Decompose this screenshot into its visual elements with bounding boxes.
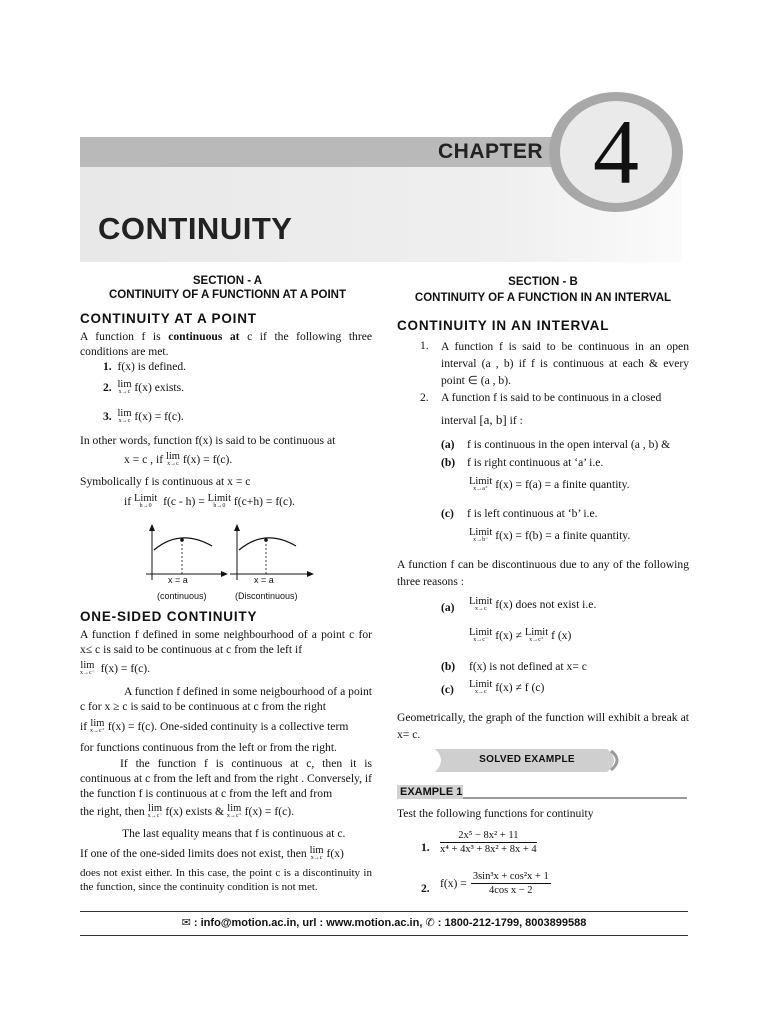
example-2-expression: f(x) = $\frac{\text{3sin³x + cos²x + 1}}{\text{4cos x − 2}}$ bbox=[440, 871, 549, 896]
point-1-number: 1. bbox=[420, 339, 429, 352]
section-b-label: SECTION - B bbox=[508, 276, 578, 288]
heading-continuity-at-point: CONTINUITY AT A POINT bbox=[80, 311, 257, 326]
example-rule bbox=[463, 797, 687, 799]
reason-c-label: (c) bbox=[441, 683, 454, 696]
example-1-denominator: x⁴ + 4x³ + 8x² + 8x + 4 bbox=[440, 844, 537, 855]
cond-b-equation: Limit x→a⁺ f(x) = f(a) = a finite quantity. bbox=[469, 476, 630, 493]
section-a-label: SECTION - A bbox=[192, 275, 263, 287]
closed-interval-line: interval [a, b] if : bbox=[441, 412, 523, 427]
one-sided-right-paragraph: A function f defined in some neigbourhood of a point c for x ≥ c is said to be continuous at c from the right bbox=[80, 685, 372, 713]
graph2-caption: (Discontinuous) bbox=[235, 591, 298, 601]
symbolically-line: Symbolically f is continuous at x = c bbox=[80, 475, 251, 488]
example-2-numerator: 3sin³x + cos²x + 1 bbox=[472, 871, 549, 882]
graph2-x-label: x = a bbox=[254, 575, 274, 585]
converse-paragraph: If the function f is continuous at c, then it is continuous at c from the left and from the right . Conversely, if the function f is continuous at c from the left and from bbox=[80, 757, 372, 800]
footer-phone: : 1800-212-1799, 8003899588 bbox=[437, 917, 587, 929]
graph1-caption: (continuous) bbox=[157, 591, 207, 601]
right-limit-equation: if lim x→c⁺ f(x) = f(c). One-sided continuity is a collective term bbox=[80, 718, 349, 735]
other-words-equation: x = c , if lim x→c f(x) = f(c). bbox=[124, 451, 233, 468]
discontinuity-reasons-intro: A function f can be discontinuous due to any of the following three reasons : bbox=[397, 558, 689, 588]
condition-2: 2. lim x→c f(x) exists. bbox=[103, 379, 185, 396]
point-2-text: A function f is said to be continuous in a closed bbox=[441, 391, 662, 404]
condition-1: 1. f(x) is defined. bbox=[103, 360, 187, 373]
last-equality-line: The last equality means that f is continuous at c. bbox=[122, 827, 346, 840]
chapter-title: CONTINUITY bbox=[98, 211, 293, 246]
geometric-paragraph: Geometrically, the graph of the function will exhibit a break at x= c. bbox=[397, 711, 689, 741]
example-1-number: 1. bbox=[421, 841, 430, 854]
symbolic-equation: if Limit h→0 f(c - h) = Limit h→0 f(c+h) = f(c). bbox=[124, 493, 295, 510]
one-sided-left-paragraph: A function f defined in some neighbourhood of a point c for x≤ c is said to be continuous at c from the left if bbox=[80, 628, 372, 656]
cond-c-text: f is left continuous at ‘b’ i.e. bbox=[467, 507, 598, 520]
converse-equation: the right, then lim x→c⁻ f(x) exists & lim x→c⁺ f(x) = f(c). bbox=[80, 803, 294, 820]
section-a-title: CONTINUITY OF A FUNCTIONN AT A POINT bbox=[108, 289, 346, 301]
left-limit-equation: lim x→c⁻ f(x) = f(c). bbox=[80, 660, 150, 677]
other-words-line: In other words, function f(x) is said to be continuous at bbox=[80, 434, 336, 447]
footer-contact bbox=[80, 916, 688, 929]
point-1-text: A function f is said to be continuous in an open interval (a , b) if f is continuous at each & every point ∈ (a , b). bbox=[441, 340, 689, 387]
reason-c-text: Limit x→c f(x) ≠ f (c) bbox=[469, 679, 545, 696]
cond-a-text: f is continuous in the open interval (a , b) & bbox=[467, 438, 671, 451]
example-label: EXAMPLE 1 bbox=[400, 786, 463, 798]
phone-icon: ✆ bbox=[425, 917, 435, 929]
point-2-number: 2. bbox=[420, 391, 429, 404]
solved-example-label: SOLVED EXAMPLE bbox=[479, 754, 575, 765]
example-2-denominator: 4cos x − 2 bbox=[489, 885, 533, 896]
cond-c-label: (c) bbox=[441, 507, 454, 520]
discontinuity-line: If one of the one-sided limits does not exist, then lim x→c f(x) bbox=[80, 845, 344, 862]
continuity-graphs bbox=[140, 522, 320, 586]
reason-a-text: Limit x→c f(x) does not exist i.e. bbox=[469, 596, 597, 613]
cond-b-text: f is right continuous at ‘a’ i.e. bbox=[467, 456, 604, 469]
example-1-numerator: 2x⁵ − 8x² + 11 bbox=[440, 830, 537, 843]
envelope-icon: ✉ bbox=[181, 917, 191, 929]
chapter-number: 4 bbox=[593, 101, 639, 203]
cond-a-label: (a) bbox=[441, 438, 455, 451]
example-2-number: 2. bbox=[421, 882, 430, 895]
intro-paragraph: A function f is continuous at c if the following three conditions are met. bbox=[80, 330, 372, 358]
graph-discontinuous bbox=[230, 524, 314, 580]
reason-a-equation: Limit x→c⁻ f(x) ≠ Limit x→c⁺ f (x) bbox=[469, 627, 572, 644]
example-1-expression bbox=[440, 830, 537, 855]
section-b-title: CONTINUITY OF A FUNCTION IN AN INTERVAL bbox=[414, 292, 672, 304]
heading-one-sided-continuity: ONE-SIDED CONTINUITY bbox=[80, 609, 258, 624]
graph1-x-label: x = a bbox=[168, 575, 188, 585]
condition-3: 3. lim x→c f(x) = f(c). bbox=[103, 408, 184, 425]
discontinuity-paragraph: does not exist either. In this case, the point c is a discontinuity in the function, since the continuity condition is not met. bbox=[80, 867, 372, 893]
cond-c-equation: Limit x→b⁻ f(x) = f(b) = a finite quantity. bbox=[469, 527, 631, 544]
reason-b-text: f(x) is not defined at x= c bbox=[469, 660, 587, 673]
heading-continuity-in-interval: CONTINUITY IN AN INTERVAL bbox=[397, 318, 610, 333]
chapter-label: CHAPTER bbox=[438, 140, 544, 163]
one-sided-collective-line: for functions continuous from the left or from the right. bbox=[80, 741, 337, 754]
footer-email-url: : info@motion.ac.in, url : www.motion.ac.in, bbox=[193, 917, 423, 929]
cond-b-label: (b) bbox=[441, 456, 456, 469]
footer-top-rule bbox=[80, 911, 688, 912]
reason-b-label: (b) bbox=[441, 660, 456, 673]
reason-a-label: (a) bbox=[441, 601, 455, 614]
example-question: Test the following functions for continuity bbox=[397, 807, 594, 820]
footer-bottom-rule bbox=[80, 935, 688, 936]
graph-continuous bbox=[146, 524, 228, 580]
